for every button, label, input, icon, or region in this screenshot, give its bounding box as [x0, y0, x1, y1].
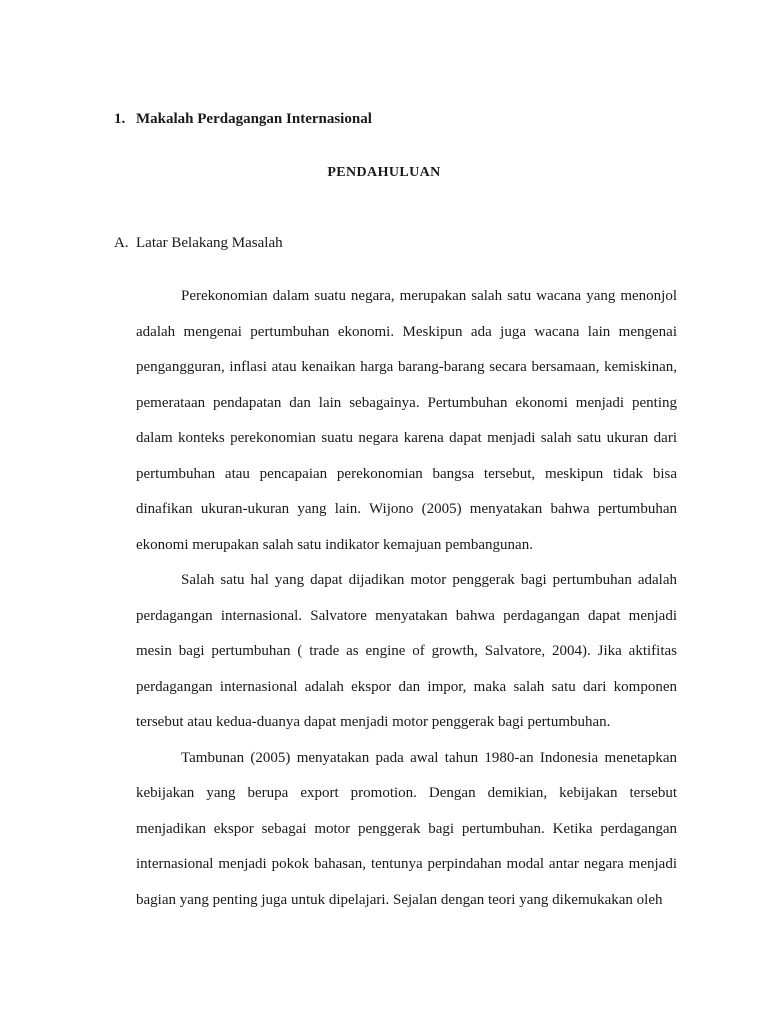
heading-number: 1. [114, 111, 126, 127]
section-letter: A. [114, 235, 129, 251]
paragraph: Salah satu hal yang dapat dijadikan motor penggerak bagi pertumbuhan adalah perdagangan internasional. Salvatore menyatakan bahwa perdagangan dapat menjadi mesin bagi pertumbuhan ( trade as engine of growth, Salvatore, 2004). Jika aktifitas perdagangan internasional adalah ekspor dan impor, maka salah satu dari komponen tersebut atau kedua-duanya dapat menjadi motor penggerak bagi pertumbuhan. [136, 572, 677, 730]
section-title: Latar Belakang Masalah [136, 235, 283, 251]
body-text [136, 279, 677, 918]
paragraph: Perekonomian dalam suatu negara, merupakan salah satu wacana yang menonjol adalah mengenai pertumbuhan ekonomi. Meskipun ada juga wacana lain mengenai pengangguran, inflasi atau kenaikan harga barang-barang secara bersamaan, kemiskinan, pemerataan pendapatan dan lain sebagainya. Pertumbuhan ekonomi menjadi penting dalam konteks perekonomian suatu negara karena dapat menjadi salah satu ukuran dari pertumbuhan atau pencapaian perekonomian bangsa tersebut, meskipun tidak bisa dinafikan ukuran-ukuran yang lain. Wijono (2005) menyatakan bahwa pertumbuhan ekonomi merupakan salah satu indikator kemajuan pembangunan. [136, 288, 677, 553]
paragraph: Tambunan (2005) menyatakan pada awal tahun 1980-an Indonesia menetapkan kebijakan yang berupa export promotion. Dengan demikian, kebijakan tersebut menjadikan ekspor sebagai motor penggerak bagi pertumbuhan. Ketika perdagangan internasional menjadi pokok bahasan, tentunya perpindahan modal antar negara menjadi bagian yang penting juga untuk dipelajari. Sejalan dengan teori yang dikemukakan oleh [136, 749, 677, 908]
document-heading [114, 111, 372, 128]
heading-title: Makalah Perdagangan Internasional [136, 111, 372, 127]
section-heading [114, 235, 283, 252]
chapter-title: PENDAHULUAN [327, 165, 441, 180]
